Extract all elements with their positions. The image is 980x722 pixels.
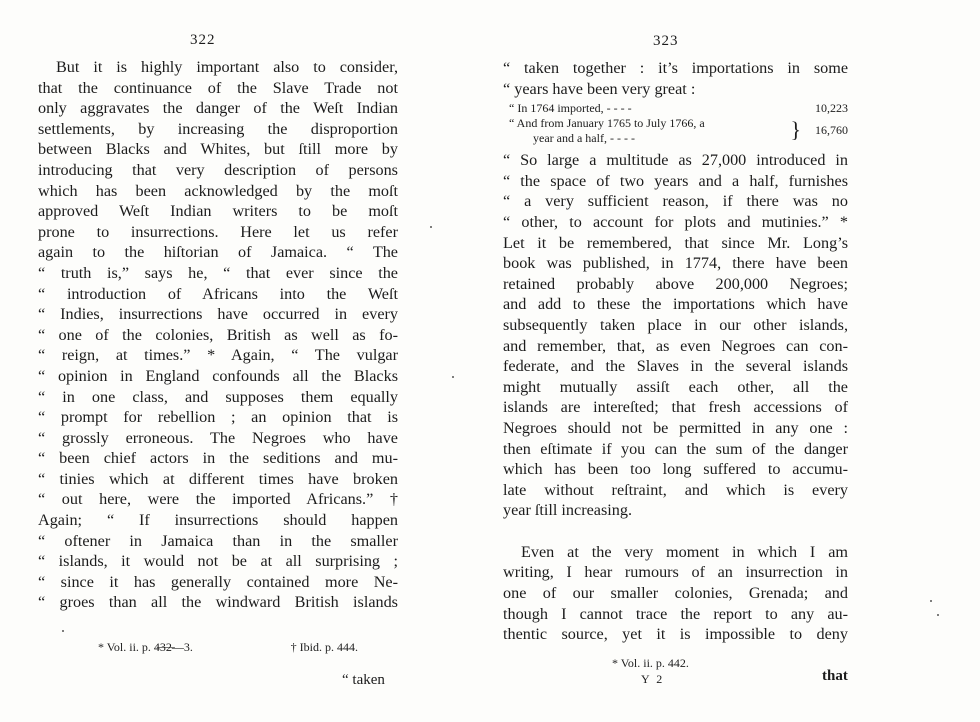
text-line: late without reſtraint, and which is every bbox=[503, 480, 848, 499]
text-line: only aggravates the danger of the Weſt Indian bbox=[38, 99, 398, 118]
text-line: “ taken together : it’s importations in some bbox=[503, 59, 848, 77]
text-line: “ years have been very great : bbox=[503, 79, 696, 98]
text-line: book was published, in 1774, there have been bbox=[503, 254, 848, 273]
body-text bbox=[38, 57, 398, 613]
text-line: “ out here, were the imported Africans.” † bbox=[38, 490, 398, 509]
text-line: though I cannot trace the report to any au- bbox=[503, 604, 848, 623]
text-line: “ grossly erroneous. The Negroes who have bbox=[38, 428, 398, 447]
text-line: that the continuance of the Slave Trade not bbox=[38, 78, 398, 97]
ink-speck bbox=[930, 600, 932, 602]
text-line: introducing that very description of persons bbox=[38, 160, 398, 179]
catchword: “ taken bbox=[342, 672, 385, 688]
text-line: might mutually assiſt each other, all the bbox=[503, 377, 848, 396]
text-line: and add to these the importations which have bbox=[503, 295, 848, 314]
text-line: “ groes than all the windward British islands bbox=[38, 593, 398, 612]
signature-mark: Y 2 bbox=[641, 672, 665, 686]
body-text bbox=[503, 58, 848, 645]
text-line: year ſtill increasing. bbox=[503, 501, 633, 520]
text-line: “ islands, it would not be at all surprising ; bbox=[38, 552, 398, 571]
text-line: again to the hiſtorian of Jamaica. “ The bbox=[38, 243, 398, 262]
text-line: approved Weſt Indian writers to be moſt bbox=[38, 202, 398, 221]
text-line: “ other, to account for plots and mutinies.” * bbox=[503, 212, 848, 231]
text-line: prone to insurrections. Here let us refer bbox=[38, 222, 398, 241]
footnotes bbox=[98, 640, 358, 655]
text-line: “ one of the colonies, British as well as fo- bbox=[38, 325, 398, 344]
text-line: “ opinion in England confounds all the Blacks bbox=[38, 366, 398, 385]
table-label: “ And from January 1765 to July 1766, a year and a half, - - - - bbox=[509, 116, 705, 146]
table-label: “ In 1764 imported, - - - - bbox=[509, 101, 632, 116]
text-line: “ So large a multitude as 27,000 introduced in bbox=[503, 151, 848, 170]
text-line: then eſtimate if you can the sum of the danger bbox=[503, 439, 848, 458]
text-line: “ since it has generally contained more Ne- bbox=[38, 572, 398, 591]
ink-speck bbox=[430, 226, 432, 228]
text-line: which has been too long suffered to accumu- bbox=[503, 460, 848, 479]
table-value: 10,223 bbox=[815, 101, 848, 116]
text-line: “ reign, at times.” * Again, “ The vulgar bbox=[38, 346, 398, 365]
text-line: writing, I hear rumours of an insurrection in bbox=[503, 563, 848, 582]
text-line: which has been acknowledged by the moſt bbox=[38, 181, 398, 200]
table-value: 16,760 bbox=[815, 123, 848, 138]
text-line: “ introduction of Africans into the Weſt bbox=[38, 284, 398, 303]
text-line: Even at the very moment in which I am bbox=[521, 542, 848, 561]
text-line: one of our smaller colonies, Grenada; and bbox=[503, 584, 848, 603]
text-line: But it is highly important also to consider, bbox=[56, 58, 398, 76]
text-line: “ prompt for rebellion ; an opinion that is bbox=[38, 408, 398, 427]
page-number: 323 bbox=[653, 33, 679, 49]
text-line: subsequently taken place in our other islands, bbox=[503, 315, 848, 334]
ink-speck bbox=[937, 614, 939, 616]
text-line: “ a very sufficient reason, if there was no bbox=[503, 192, 848, 211]
text-line: and remember, that, as even Negroes can con- bbox=[503, 336, 848, 355]
catchword: that bbox=[822, 668, 848, 684]
footnote: * Vol. ii. p. 442. bbox=[612, 656, 689, 670]
ink-speck bbox=[452, 376, 454, 378]
text-line: islands are intereſted; that fresh accessions of bbox=[503, 398, 848, 417]
brace: } bbox=[790, 117, 801, 143]
text-line: “ been chief actors in the seditions and mu- bbox=[38, 449, 398, 468]
right-page bbox=[475, 0, 980, 722]
text-line: “ in one class, and supposes them equally bbox=[38, 387, 398, 406]
paragraph-gap bbox=[503, 521, 848, 542]
footnote: † Ibid. p. 444. bbox=[290, 640, 358, 654]
text-line: federate, and the Slaves in the several islands bbox=[503, 357, 848, 376]
ink-speck bbox=[62, 630, 64, 632]
text-line: “ oftener in Jamaica than in the smaller bbox=[38, 531, 398, 550]
text-line: Negroes should not be permitted in any one : bbox=[503, 418, 848, 437]
text-line: Again; “ If insurrections should happen bbox=[38, 511, 398, 530]
text-line: settlements, by increasing the disproportion bbox=[38, 119, 398, 138]
text-line: Let it be remembered, that since Mr. Long’s bbox=[503, 233, 848, 252]
text-line: “ Indies, insurrections have occurred in every bbox=[38, 305, 398, 324]
footnote: * Vol. ii. p. 4̶3̶2̶—3. bbox=[98, 640, 193, 654]
text-line: retained probably above 200,000 Negroes; bbox=[503, 274, 848, 293]
page-number: 322 bbox=[190, 32, 216, 48]
left-page bbox=[0, 0, 475, 722]
text-line: thentic source, yet it is impossible to deny bbox=[503, 625, 848, 644]
importation-table bbox=[503, 101, 848, 146]
text-line: “ truth is,” says he, “ that ever since the bbox=[38, 263, 398, 282]
text-line: “ tinies which at different times have broken bbox=[38, 469, 398, 488]
text-line: between Blacks and Whites, but ſtill more by bbox=[38, 140, 398, 159]
text-line: “ the space of two years and a half, furnishes bbox=[503, 171, 848, 190]
